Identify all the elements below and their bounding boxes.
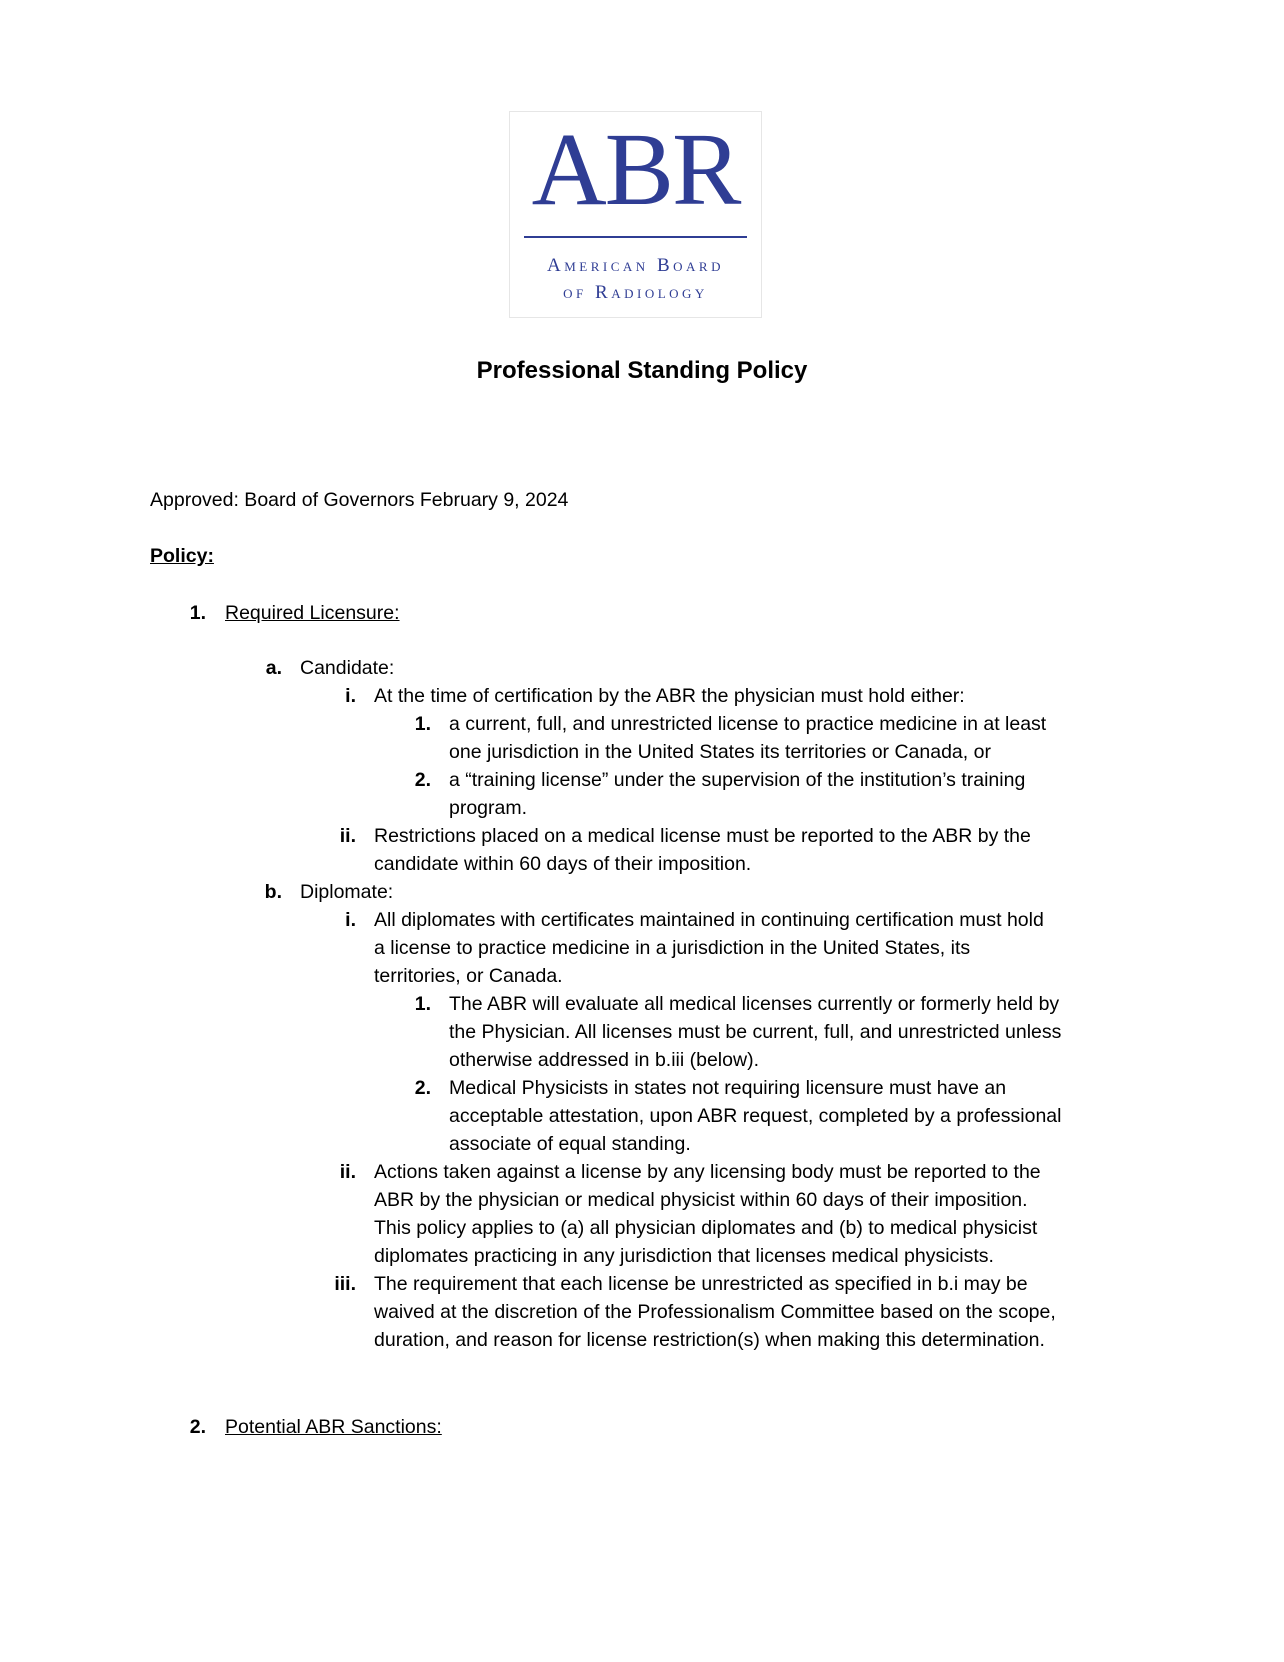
point-text: Medical Physicists in states not requiring licensure must have an acceptable attestation, upon ABR request, completed by a professional associate of equal standing. [449, 1077, 1062, 1155]
item-letter: b. [264, 881, 282, 903]
subitem-text: Restrictions placed on a medical license must be reported to the ABR by the candidate within 60 days of their imposition. [374, 825, 1031, 875]
subitem-text: The requirement that each license be unrestricted as specified in b.i may be waived at the discretion of the Professionalism Committee based on the scope, duration, and reason for license restriction(s) when making this determination. [374, 1273, 1056, 1351]
point-text: a “training license” under the supervision of the institution’s training program. [449, 769, 1026, 819]
logo-abbrev: ABR [531, 112, 740, 227]
logo-line-2: of Radiology [563, 282, 708, 303]
subitem-numeral: i. [345, 685, 356, 707]
section-heading: Required Licensure: [225, 602, 400, 624]
subitem-text: At the time of certification by the ABR the physician must hold either: [374, 685, 965, 707]
subitem-numeral: ii. [339, 825, 356, 847]
point-number: 1. [414, 993, 431, 1015]
point-number: 2. [414, 1077, 431, 1099]
logo-line-1: American Board [547, 255, 724, 276]
approval-line: Approved: Board of Governors February 9, 2024 [150, 489, 569, 511]
page-title: Professional Standing Policy [476, 357, 808, 384]
point-text: The ABR will evaluate all medical licenses currently or formerly held by the Physician. All licenses must be current, full, and unrestricted unless otherwise addressed in b.iii (below). [449, 993, 1062, 1071]
item-label: Candidate: [300, 657, 395, 679]
subitem-numeral: i. [345, 909, 356, 931]
logo-divider [524, 236, 747, 238]
section-number: 2. [189, 1416, 206, 1438]
point-text: a current, full, and unrestricted license to practice medicine in at least one jurisdiction in the United States its territories or Canada, or [449, 713, 1047, 763]
point-number: 1. [414, 713, 431, 735]
subitem-numeral: ii. [339, 1161, 356, 1183]
point-number: 2. [414, 769, 431, 791]
policy-heading: Policy: [150, 545, 214, 567]
abr-logo [509, 111, 762, 318]
subitem-numeral: iii. [334, 1273, 356, 1295]
subitem-text: Actions taken against a license by any licensing body must be reported to the ABR by the physician or medical physicist within 60 days of their imposition. This policy applies to (a) all physician diplomates and (b) to medical physicist diplomates practicing in any jurisdiction that licenses medical physicists. [374, 1161, 1041, 1267]
item-letter: a. [265, 657, 282, 679]
section-number: 1. [189, 602, 206, 624]
subitem-text: All diplomates with certificates maintained in continuing certification must hold a license to practice medicine in a jurisdiction in the United States, its territories, or Canada. [374, 909, 1044, 987]
item-label: Diplomate: [300, 881, 394, 903]
section-heading: Potential ABR Sanctions: [225, 1416, 442, 1438]
